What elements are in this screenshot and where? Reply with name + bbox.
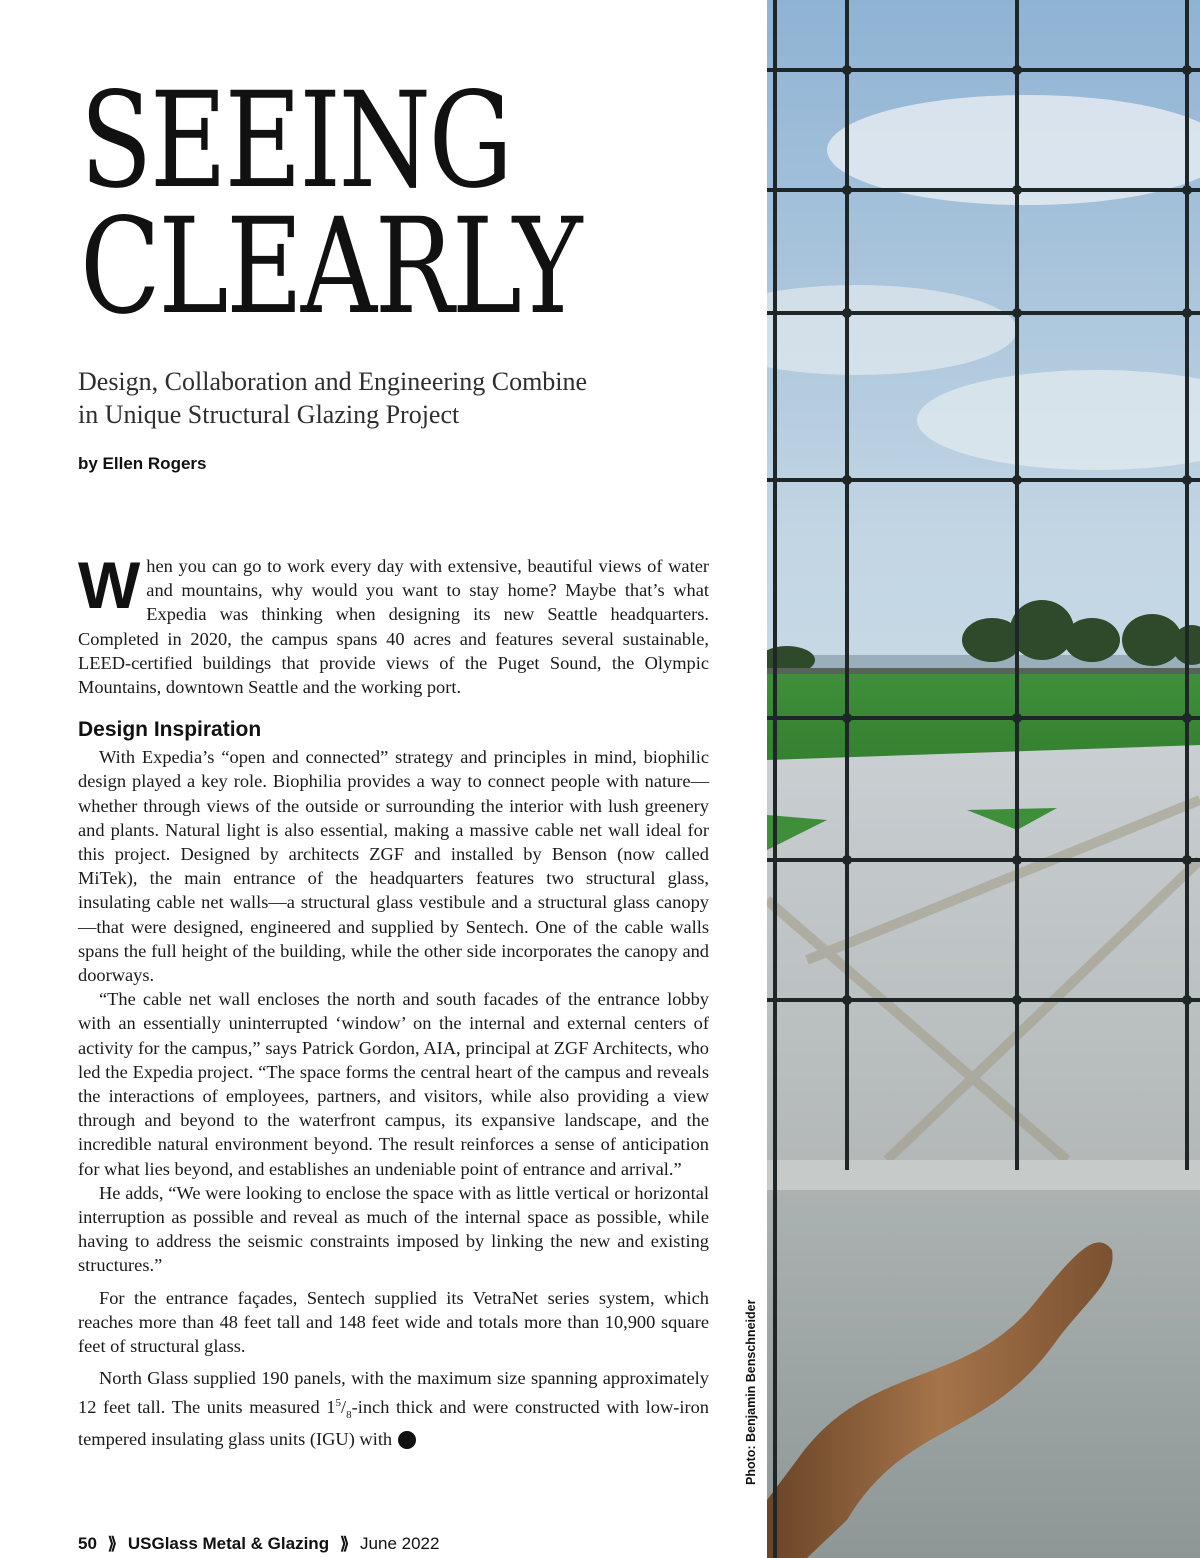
body-paragraph-last: North Glass supplied 190 panels, with the maximum size spanning approximately 12 feet tall. The units measured $1^5/_8$-inch thick and were constructed with low-iron tempered insulating glass units (IGU) with ➜ (78, 1368, 710, 1449)
lead-paragraph (78, 548, 709, 699)
magazine-name: USGlass Metal & Glazing (127, 1534, 330, 1553)
article-title (80, 64, 624, 344)
drop-cap: W (78, 548, 141, 622)
page-footer (78, 1534, 439, 1554)
photo-credit: Photo: Benjamin Benschneider (744, 1299, 758, 1485)
lead-paragraph-text: hen you can go to work every day with extensive, beautiful views of water and mountains, why would you want to stay home? Maybe that’s what Expedia was thinking when designing its new Seattle headquarters. Completed in 2020, the campus spans 40 acres and features several sustainable, LEED-certified buildings that provide views of the Puget Sound, the Olympic Mountains, downtown Seattle and the working port. (78, 556, 709, 698)
body-paragraph: With Expedia’s “open and connected” strategy and principles in mind, biophilic design played a key role. Biophilia provides a way to connect people with nature—whether through views of the outside or surrounding the interior with lush greenery and plants. Natural light is also essential, making a massive cable net wall ideal for this project. Designed by architects ZGF and installed by Benson (now called MiTek), the main entrance of the headquarters features two structural glass, insulating cable net walls—a structural glass vestibule and a structural glass canopy—that were designed, engineered and supplied by Sentech. One of the cable walls spans the full height of the building, while the other side incorporates the canopy and doorways. (78, 747, 709, 986)
glass-wall-photo (767, 0, 1200, 1558)
fraction-numerator: 5 (335, 1396, 341, 1409)
arrow-right-circle-icon[interactable]: ➜ (398, 1431, 416, 1449)
article-body (78, 548, 710, 1451)
title-line-1: SEEING (80, 64, 511, 218)
body-paragraph: For the entrance façades, Sentech supplied its VetraNet series system, which reaches more than 48 feet tall and 148 feet wide and totals more than 10,900 square feet of structural glass. (78, 1287, 709, 1357)
byline: by Ellen Rogers (78, 454, 207, 473)
footer-separator: ⟫ (107, 1534, 118, 1553)
subtitle-line-1: Design, Collaboration and Engineering Combine (78, 367, 588, 396)
issue-date: June 2022 (360, 1534, 440, 1553)
title-line-2: CLEARLY (80, 190, 581, 344)
last-paragraph-start: North Glass supplied 190 panels, with the maximum size spanning approximately 12 feet tall. The units measured 1 (78, 1368, 709, 1417)
floor-ledge (767, 1160, 1200, 1190)
footer-separator: ⟫ (339, 1534, 350, 1553)
page-number: 50 (78, 1534, 97, 1553)
shoreline (767, 668, 1200, 674)
body-paragraph: He adds, “We were looking to enclose the space with as little vertical or horizontal interruption as possible and reveal as much of the internal space as possible, while having to address the seismic constraints imposed by linking the new and existing structures.” (78, 1182, 709, 1276)
article-subtitle (78, 365, 718, 431)
last-paragraph-end: -inch thick and were constructed with low-iron tempered insulating glass units (IGU) with (78, 1396, 710, 1449)
body-paragraph: “The cable net wall encloses the north and south facades of the entrance lobby with an essentially uninterrupted ‘window’ on the internal and external centers of activity for the campus,” says Patrick Gordon, AIA, principal at ZGF Architects, who led the Expedia project. “The space forms the central heart of the campus and reveals the interactions of employees, partners, and visitors, while also providing a view through and beyond to the waterfront campus, its expansive landscape, and the incredible natural environment beyond. The result reinforces a sense of anticipation for what lies beyond, and establishes an undeniable point of entrance and arrival.” (78, 989, 709, 1179)
subtitle-line-2: in Unique Structural Glazing Project (78, 400, 460, 429)
fraction-denominator: 8 (346, 1408, 352, 1421)
section-heading: Design Inspiration (78, 718, 262, 742)
